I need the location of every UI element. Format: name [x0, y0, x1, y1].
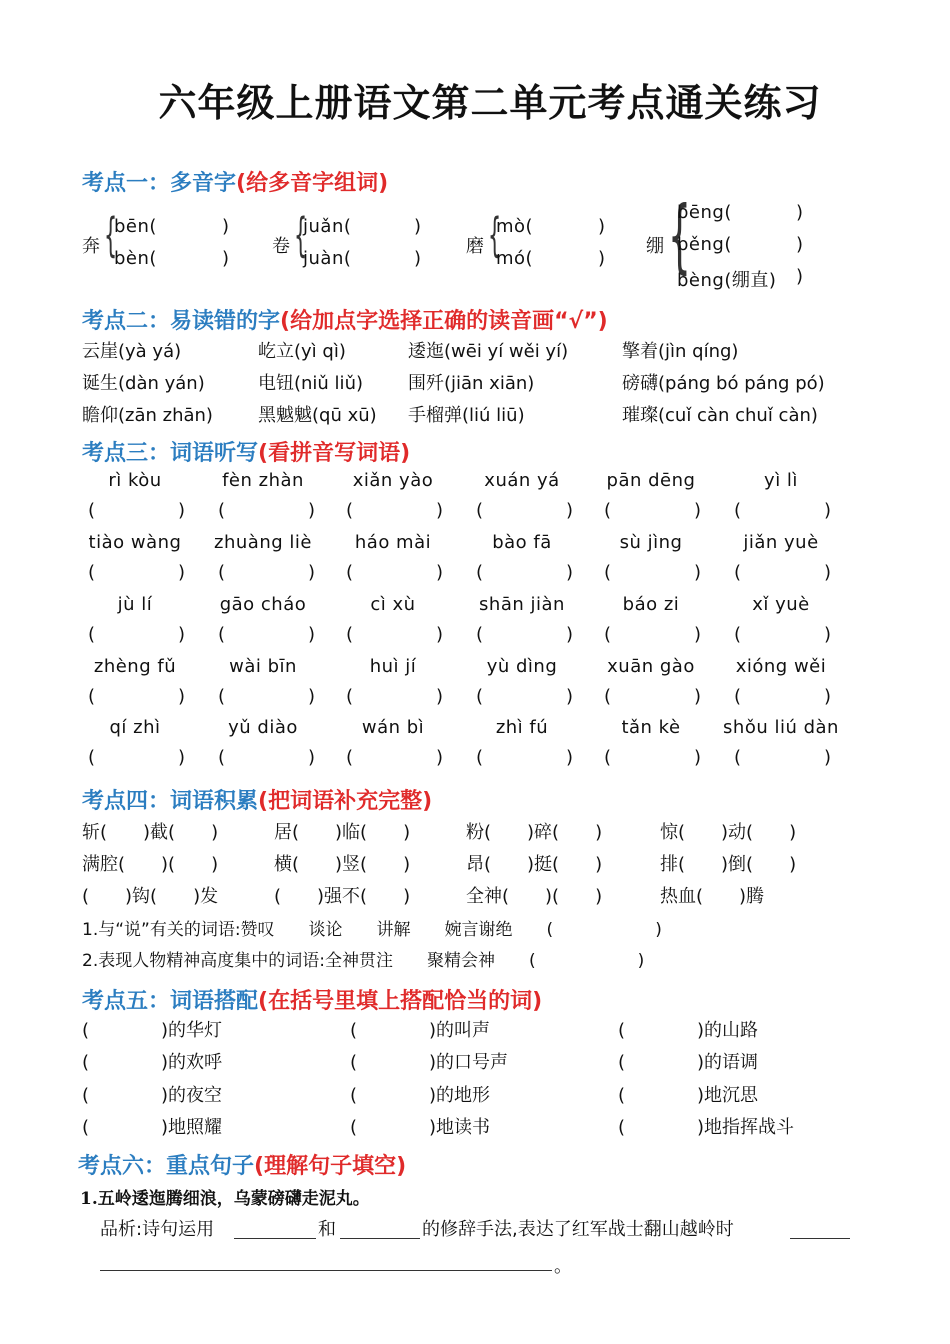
- section-3-heading: [82, 436, 410, 467]
- dictation-pinyin: zhuàng liè: [214, 532, 312, 553]
- dictation-pinyin: yǔ diào: [228, 717, 298, 738]
- dictation-close-paren: ): [178, 747, 186, 768]
- dictation-pinyin: yì lì: [764, 470, 798, 491]
- dictation-close-paren: ): [308, 624, 316, 645]
- dictation-open-paren: (: [476, 500, 484, 521]
- dictation-close-paren: ): [178, 686, 186, 707]
- dictation-pinyin: qí zhì: [109, 717, 161, 738]
- dictation-pinyin: zhèng fǔ: [93, 656, 177, 677]
- dictation-pinyin: tiào wàng: [88, 532, 182, 553]
- dictation-open-paren: (: [346, 562, 354, 583]
- reading: mò(: [496, 216, 534, 237]
- dictation-open-paren: (: [346, 686, 354, 707]
- dictation-pinyin: fèn zhàn: [222, 470, 304, 491]
- reading-choice-item: 云崖(yà yá): [82, 341, 182, 362]
- dictation-close-paren: ): [566, 624, 574, 645]
- dictation-answer-slot[interactable]: [748, 562, 820, 584]
- dictation-answer-slot[interactable]: [618, 747, 690, 769]
- collocation-item: ( )的夜空: [82, 1085, 223, 1106]
- dictation-open-paren: (: [604, 500, 612, 521]
- section-5-heading: [82, 984, 542, 1015]
- dictation-open-paren: (: [476, 624, 484, 645]
- dictation-open-paren: (: [734, 747, 742, 768]
- dictation-answer-slot[interactable]: [360, 686, 432, 708]
- section-3-title: 考点三：词语听写: [82, 441, 259, 466]
- section-6-note: (理解句子填空): [254, 1154, 407, 1179]
- dictation-answer-slot[interactable]: [232, 686, 304, 708]
- dictation-pinyin: xiǎn yào: [352, 470, 434, 491]
- dictation-answer-slot[interactable]: [490, 686, 562, 708]
- dictation-answer-slot[interactable]: [102, 747, 174, 769]
- section-1-heading: [82, 166, 388, 197]
- dictation-close-paren: ): [436, 562, 444, 583]
- section-5-note: (在括号里填上搭配恰当的词): [258, 989, 543, 1014]
- section-2-title: 考点二：易读错的字: [82, 309, 281, 334]
- close-paren: ): [598, 248, 606, 269]
- idiom-item: 粉( )碎( ): [466, 822, 603, 843]
- reading-choice-item: 黑魆魆(qū xū): [258, 405, 377, 426]
- reading-choice-item: 璀璨(cuǐ càn chuǐ càn): [622, 405, 818, 426]
- dictation-open-paren: (: [88, 624, 96, 645]
- dictation-close-paren: ): [824, 500, 832, 521]
- reading-choice-item: 屹立(yì qì): [258, 341, 346, 362]
- reading: běng(: [677, 234, 732, 255]
- close-paren: ): [796, 234, 804, 255]
- dictation-answer-slot[interactable]: [102, 500, 174, 522]
- polyphone-char: 卷: [272, 236, 290, 257]
- reading-choice-item: 诞生(dàn yán): [82, 373, 205, 394]
- reading: bèn(: [114, 248, 157, 269]
- dictation-answer-slot[interactable]: [618, 562, 690, 584]
- reading-choice-item: 电钮(niǔ liǔ): [258, 373, 363, 394]
- reading-choice-item: 磅礴(páng bó páng pó): [622, 373, 825, 394]
- dictation-pinyin: gāo cháo: [219, 594, 307, 615]
- dictation-open-paren: (: [734, 562, 742, 583]
- dictation-close-paren: ): [824, 624, 832, 645]
- dictation-answer-slot[interactable]: [748, 624, 820, 646]
- dictation-pinyin: jù lí: [117, 594, 153, 615]
- dictation-close-paren: ): [566, 747, 574, 768]
- dictation-open-paren: (: [476, 686, 484, 707]
- reading-choice-item: 手榴弹(liú liū): [408, 405, 525, 426]
- section-6-heading: [78, 1149, 406, 1180]
- idiom-item: 满腔( )( ): [82, 854, 219, 875]
- word-group-line: 2.表现人物精神高度集中的词语:全神贯注 聚精会神 ( ): [82, 951, 645, 971]
- dictation-open-paren: (: [218, 747, 226, 768]
- end-mark: 。: [554, 1256, 572, 1277]
- dictation-answer-slot[interactable]: [232, 500, 304, 522]
- dictation-close-paren: ): [436, 624, 444, 645]
- dictation-close-paren: ): [824, 562, 832, 583]
- dictation-answer-slot[interactable]: [748, 686, 820, 708]
- answer-blank[interactable]: [234, 1238, 316, 1239]
- section-5-title: 考点五：词语搭配: [82, 989, 259, 1014]
- dictation-answer-slot[interactable]: [360, 500, 432, 522]
- dictation-answer-slot[interactable]: [232, 747, 304, 769]
- dictation-answer-slot[interactable]: [618, 686, 690, 708]
- dictation-close-paren: ): [566, 562, 574, 583]
- close-paren: ): [598, 216, 606, 237]
- section-4-title: 考点四：词语积累: [82, 789, 259, 814]
- idiom-item: 热血( )腾: [660, 886, 765, 907]
- section-1-note: (给多音字组词): [236, 171, 389, 196]
- dictation-pinyin: sù jìng: [619, 532, 683, 553]
- dictation-open-paren: (: [476, 747, 484, 768]
- close-paren: ): [414, 248, 422, 269]
- dictation-close-paren: ): [566, 686, 574, 707]
- section-3-note: (看拼音写词语): [258, 441, 411, 466]
- collocation-item: ( )地指挥战斗: [618, 1117, 795, 1138]
- dictation-open-paren: (: [734, 624, 742, 645]
- dictation-open-paren: (: [218, 562, 226, 583]
- dictation-open-paren: (: [88, 686, 96, 707]
- dictation-open-paren: (: [604, 686, 612, 707]
- brace-icon: {: [294, 208, 308, 262]
- close-paren: ): [222, 248, 230, 269]
- close-paren: ): [414, 216, 422, 237]
- dictation-answer-slot[interactable]: [232, 562, 304, 584]
- dictation-open-paren: (: [604, 624, 612, 645]
- idiom-item: 斩( )截( ): [82, 822, 219, 843]
- dictation-pinyin: pān dēng: [606, 470, 696, 491]
- dictation-close-paren: ): [178, 624, 186, 645]
- dictation-open-paren: (: [734, 686, 742, 707]
- dictation-answer-slot[interactable]: [360, 747, 432, 769]
- dictation-open-paren: (: [476, 562, 484, 583]
- dictation-close-paren: ): [694, 747, 702, 768]
- analysis-text: 的修辞手法,表达了红军战士翻山越岭时: [422, 1219, 734, 1240]
- collocation-item: ( )的叫声: [350, 1020, 491, 1041]
- polyphone-char: 绷: [646, 236, 664, 257]
- collocation-item: ( )的华灯: [82, 1020, 223, 1041]
- dictation-answer-slot[interactable]: [618, 500, 690, 522]
- dictation-pinyin: shān jiàn: [479, 594, 565, 615]
- dictation-pinyin: jiǎn yuè: [743, 532, 819, 553]
- close-paren: ): [796, 202, 804, 223]
- dictation-open-paren: (: [88, 500, 96, 521]
- collocation-item: ( )的地形: [350, 1085, 491, 1106]
- collocation-item: ( )地沉思: [618, 1085, 759, 1106]
- idiom-item: 全神( )( ): [466, 886, 603, 907]
- dictation-pinyin: shǒu liú dàn: [723, 717, 839, 738]
- polyphone-char: 磨: [466, 236, 484, 257]
- reading: bēng(: [677, 202, 732, 223]
- dictation-close-paren: ): [694, 562, 702, 583]
- dictation-answer-slot[interactable]: [490, 624, 562, 646]
- key-sentence: 1.五岭逶迤腾细浪，乌蒙磅礴走泥丸。: [80, 1189, 370, 1209]
- idiom-item: 横( )竖( ): [274, 854, 411, 875]
- reading-choice-item: 瞻仰(zān zhān): [82, 405, 213, 426]
- answer-blank[interactable]: [340, 1238, 420, 1239]
- dictation-open-paren: (: [346, 747, 354, 768]
- reading-choice-item: 擎着(jìn qíng): [622, 341, 739, 362]
- dictation-answer-slot[interactable]: [748, 747, 820, 769]
- dictation-pinyin: xióng wěi: [735, 656, 827, 677]
- idiom-item: 惊( )动( ): [660, 822, 797, 843]
- dictation-open-paren: (: [218, 686, 226, 707]
- idiom-item: 居( )临( ): [274, 822, 411, 843]
- dictation-open-paren: (: [734, 500, 742, 521]
- dictation-pinyin: cì xù: [370, 594, 416, 615]
- close-paren: ): [222, 216, 230, 237]
- collocation-item: ( )的口号声: [350, 1052, 509, 1073]
- dictation-pinyin: wán bì: [361, 717, 425, 738]
- reading-choice-item: 围歼(jiān xiān): [408, 373, 535, 394]
- dictation-pinyin: háo mài: [354, 532, 432, 553]
- reading: juàn(: [303, 248, 352, 269]
- dictation-answer-slot[interactable]: [490, 500, 562, 522]
- dictation-pinyin: yù dìng: [486, 656, 558, 677]
- collocation-item: ( )地照耀: [82, 1117, 223, 1138]
- dictation-pinyin: tǎn kè: [621, 717, 681, 738]
- close-paren: ): [796, 266, 804, 287]
- answer-blank[interactable]: [790, 1238, 850, 1239]
- dictation-open-paren: (: [604, 562, 612, 583]
- collocation-item: ( )地读书: [350, 1117, 491, 1138]
- dictation-close-paren: ): [436, 686, 444, 707]
- brace-icon: {: [104, 208, 118, 262]
- dictation-close-paren: ): [178, 500, 186, 521]
- word-group-line: 1.与“说”有关的词语:赞叹 谈论 讲解 婉言谢绝 ( ): [82, 920, 662, 940]
- dictation-close-paren: ): [308, 562, 316, 583]
- dictation-close-paren: ): [178, 562, 186, 583]
- dictation-open-paren: (: [88, 562, 96, 583]
- collocation-item: ( )的欢呼: [82, 1052, 223, 1073]
- brace-icon: {: [488, 208, 502, 262]
- dictation-answer-slot[interactable]: [360, 624, 432, 646]
- dictation-pinyin: xuān gào: [607, 656, 695, 677]
- dictation-pinyin: xuán yá: [484, 470, 560, 491]
- dictation-answer-slot[interactable]: [102, 562, 174, 584]
- dictation-close-paren: ): [694, 686, 702, 707]
- dictation-open-paren: (: [218, 624, 226, 645]
- section-4-heading: [82, 784, 432, 815]
- dictation-close-paren: ): [694, 500, 702, 521]
- dictation-pinyin: rì kòu: [108, 470, 162, 491]
- dictation-open-paren: (: [218, 500, 226, 521]
- answer-blank[interactable]: [100, 1270, 552, 1271]
- section-2-note: (给加点字选择正确的读音画“√”): [280, 309, 608, 334]
- dictation-close-paren: ): [694, 624, 702, 645]
- analysis-text: 和: [318, 1219, 336, 1240]
- dictation-close-paren: ): [566, 500, 574, 521]
- idiom-item: 排( )倒( ): [660, 854, 797, 875]
- dictation-pinyin: bào fā: [492, 532, 552, 553]
- dictation-open-paren: (: [88, 747, 96, 768]
- reading: bēn(: [114, 216, 157, 237]
- dictation-answer-slot[interactable]: [102, 624, 174, 646]
- dictation-open-paren: (: [346, 500, 354, 521]
- brace-icon: {: [668, 189, 691, 282]
- dictation-close-paren: ): [824, 686, 832, 707]
- dictation-open-paren: (: [604, 747, 612, 768]
- dictation-answer-slot[interactable]: [490, 747, 562, 769]
- dictation-close-paren: ): [308, 747, 316, 768]
- dictation-pinyin: zhì fú: [495, 717, 549, 738]
- collocation-item: ( )的山路: [618, 1020, 759, 1041]
- reading-choice-item: 逶迤(wēi yí wěi yí): [408, 341, 569, 362]
- dictation-answer-slot[interactable]: [490, 562, 562, 584]
- collocation-item: ( )的语调: [618, 1052, 759, 1073]
- reading: mó(: [496, 248, 534, 269]
- dictation-answer-slot[interactable]: [360, 562, 432, 584]
- dictation-answer-slot[interactable]: [102, 686, 174, 708]
- reading: bèng(绷直): [677, 270, 777, 291]
- idiom-item: ( )钩( )发: [82, 886, 219, 907]
- dictation-answer-slot[interactable]: [232, 624, 304, 646]
- dictation-pinyin: xǐ yuè: [752, 594, 810, 615]
- polyphone-char: 奔: [82, 236, 100, 257]
- dictation-pinyin: wài bīn: [229, 656, 297, 677]
- dictation-close-paren: ): [436, 500, 444, 521]
- dictation-close-paren: ): [436, 747, 444, 768]
- section-4-note: (把词语补充完整): [258, 789, 433, 814]
- idiom-item: 昂( )挺( ): [466, 854, 603, 875]
- dictation-pinyin: huì jí: [369, 656, 417, 677]
- section-1-title: 考点一：多音字: [82, 171, 237, 196]
- dictation-pinyin: báo zi: [622, 594, 680, 615]
- dictation-answer-slot[interactable]: [618, 624, 690, 646]
- dictation-close-paren: ): [824, 747, 832, 768]
- page-title: 六年级上册语文第二单元考点通关练习: [158, 80, 822, 125]
- idiom-item: ( )强不( ): [274, 886, 411, 907]
- dictation-close-paren: ): [308, 686, 316, 707]
- section-2-heading: [82, 304, 608, 335]
- analysis-label: 品析:诗句运用: [100, 1219, 215, 1240]
- dictation-answer-slot[interactable]: [748, 500, 820, 522]
- dictation-open-paren: (: [346, 624, 354, 645]
- reading: juǎn(: [303, 216, 352, 237]
- section-6-title: 考点六：重点句子: [78, 1154, 255, 1179]
- dictation-close-paren: ): [308, 500, 316, 521]
